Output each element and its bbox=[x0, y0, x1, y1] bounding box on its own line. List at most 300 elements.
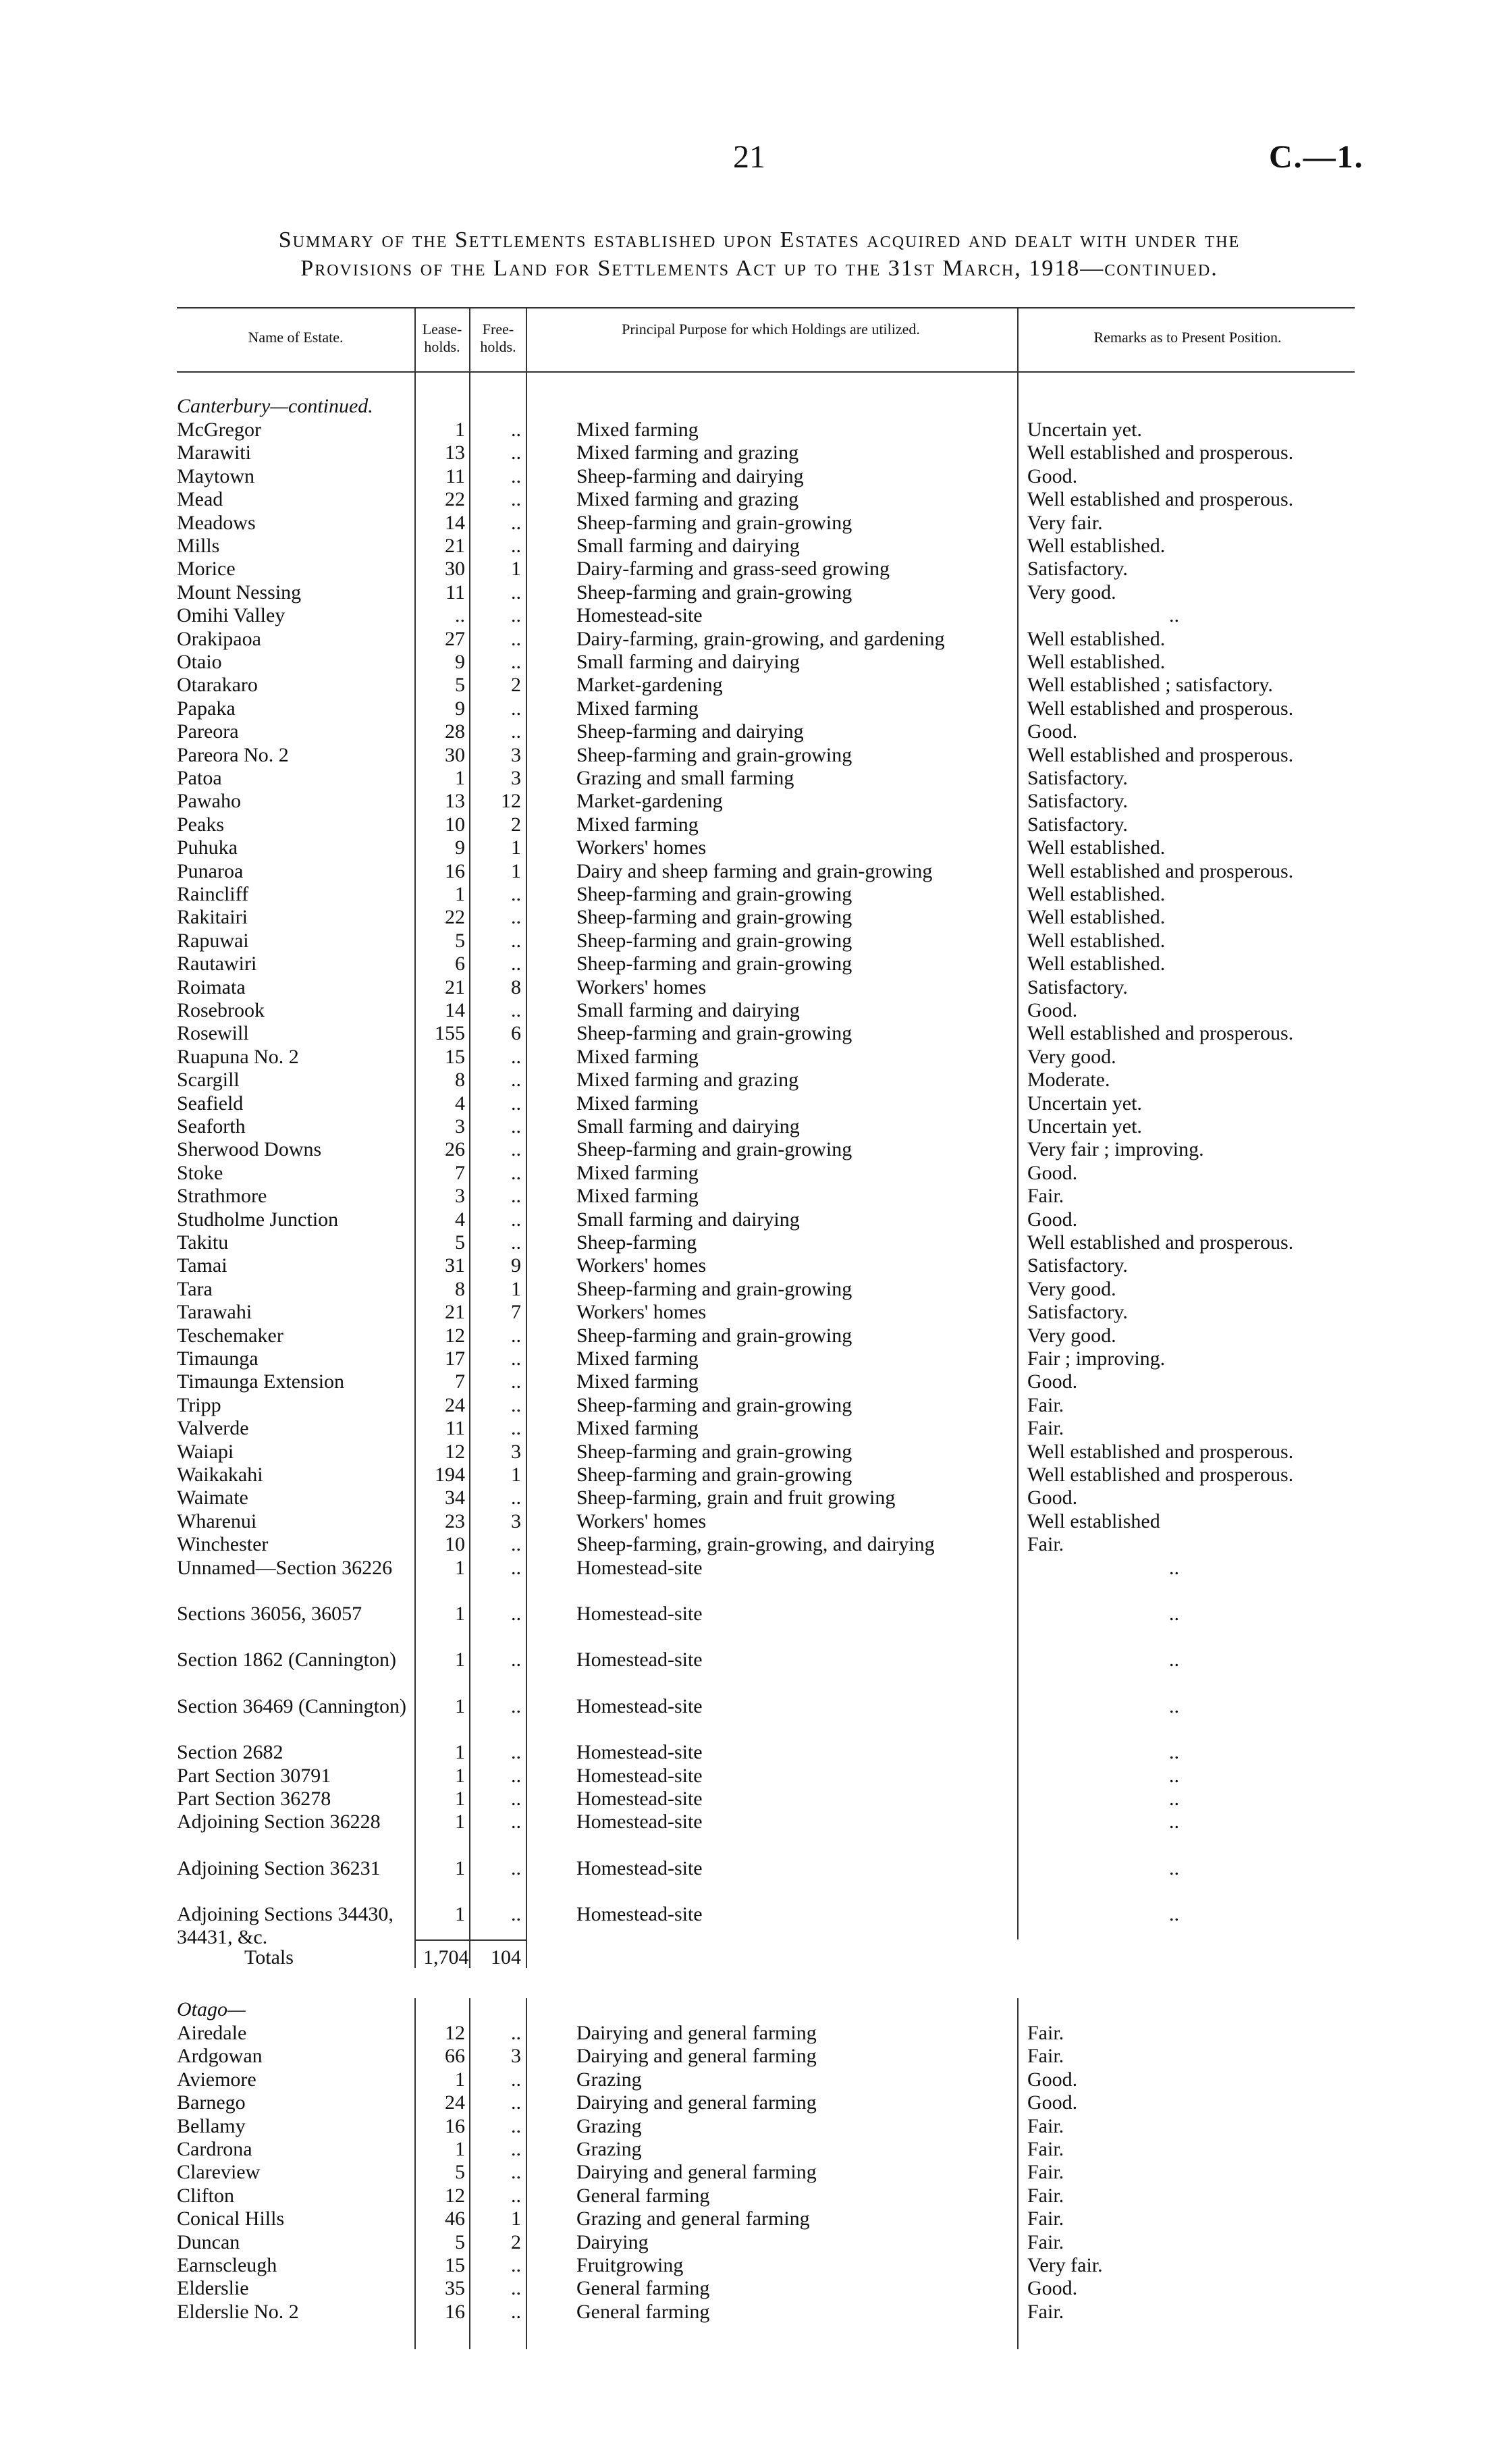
remarks-cell bbox=[1027, 1208, 1351, 1231]
col-header-purpose: Principal Purpose for which Holdings are utilized. bbox=[622, 321, 920, 338]
estate-cell bbox=[177, 558, 410, 581]
estate-cell bbox=[177, 651, 410, 674]
freeholds-cell-text: 6 bbox=[511, 1022, 521, 1045]
remarks-cell-text: Very fair. bbox=[1027, 511, 1103, 534]
estate-cell-text: Mead bbox=[177, 488, 223, 511]
remarks-cell-text: .. bbox=[1169, 1741, 1179, 1764]
remarks-cell bbox=[1027, 1510, 1351, 1533]
freeholds-cell-text: 3 bbox=[511, 2045, 521, 2068]
leaseholds-cell-text: 1 bbox=[455, 1556, 465, 1579]
freeholds-cell-text: .. bbox=[511, 1370, 521, 1393]
purpose-cell-text: Mixed farming bbox=[576, 1185, 699, 1208]
leaseholds-cell-text: 1 bbox=[455, 1788, 465, 1810]
remarks-cell-text: Satisfactory. bbox=[1027, 1254, 1128, 1277]
estate-cell bbox=[177, 535, 410, 558]
estate-cell bbox=[177, 999, 410, 1022]
purpose-cell bbox=[576, 1903, 1177, 1926]
purpose-cell-text: Homestead-site bbox=[576, 1649, 703, 1671]
estate-cell bbox=[177, 1069, 410, 1092]
freeholds-cell bbox=[474, 1649, 521, 1671]
purpose-cell-text: General farming bbox=[576, 2277, 710, 2300]
col-rule-2-otago bbox=[469, 1998, 470, 2349]
title-line-1: Summary of the Settlements established upon Estates acquired and dealt with under the bbox=[278, 227, 1241, 252]
freeholds-cell bbox=[474, 1301, 521, 1324]
estate-cell-text: Marawiti bbox=[177, 441, 251, 464]
remarks-cell-text: Uncertain yet. bbox=[1027, 1115, 1142, 1137]
freeholds-cell-text: .. bbox=[511, 2300, 521, 2323]
estate-cell bbox=[177, 1324, 410, 1347]
leaseholds-cell bbox=[423, 628, 465, 651]
estate-cell bbox=[177, 2138, 410, 2161]
remarks-cell bbox=[1027, 744, 1351, 767]
freeholds-cell-text: .. bbox=[511, 1556, 521, 1579]
estate-cell bbox=[177, 1278, 410, 1301]
leaseholds-cell bbox=[423, 1857, 465, 1880]
freeholds-cell bbox=[474, 2091, 521, 2114]
remarks-cell bbox=[1027, 1278, 1351, 1301]
leaseholds-cell-text: 28 bbox=[445, 720, 465, 743]
remarks-cell bbox=[1027, 2138, 1351, 2161]
purpose-cell-text: Fruitgrowing bbox=[576, 2254, 684, 2276]
freeholds-cell-text: .. bbox=[511, 419, 521, 441]
freeholds-cell-text: .. bbox=[511, 2068, 521, 2091]
purpose-cell-text: Mixed farming bbox=[576, 1092, 699, 1115]
freeholds-cell bbox=[474, 1903, 521, 1926]
estate-cell bbox=[177, 1788, 410, 1811]
estate-cell-text: Valverde bbox=[177, 1417, 249, 1440]
remarks-cell-text: Very good. bbox=[1027, 1045, 1116, 1068]
freeholds-cell-text: .. bbox=[511, 1069, 521, 1092]
estate-cell-text: Part Section 36278 bbox=[177, 1788, 331, 1810]
purpose-cell-text: Sheep-farming and grain-growing bbox=[576, 743, 852, 766]
remarks-cell-text: Well established. bbox=[1027, 883, 1166, 905]
estate-cell bbox=[177, 1741, 410, 1764]
leaseholds-cell bbox=[423, 2115, 465, 2138]
estate-cell bbox=[177, 1765, 410, 1788]
remarks-cell-text: Fair. bbox=[1027, 2138, 1064, 2160]
freeholds-cell bbox=[474, 2138, 521, 2161]
freeholds-cell bbox=[474, 2231, 521, 2254]
remarks-cell bbox=[1027, 535, 1351, 558]
leaseholds-cell bbox=[423, 1324, 465, 1347]
freeholds-cell-text: 2 bbox=[511, 2230, 521, 2253]
freeholds-cell-text: 7 bbox=[511, 1301, 521, 1324]
purpose-cell-text: Small farming and dairying bbox=[576, 1208, 800, 1231]
estate-cell-text: Rapuwai bbox=[177, 929, 249, 952]
freeholds-cell bbox=[474, 419, 521, 441]
freeholds-cell bbox=[474, 813, 521, 836]
freeholds-cell bbox=[474, 2161, 521, 2184]
leaseholds-cell bbox=[423, 1441, 465, 1464]
purpose-cell-text: Mixed farming and grazing bbox=[576, 1069, 799, 1092]
estate-cell bbox=[177, 930, 410, 953]
leaseholds-cell bbox=[423, 1069, 465, 1092]
leaseholds-cell bbox=[423, 2022, 465, 2045]
leaseholds-cell-text: 21 bbox=[445, 535, 465, 557]
freeholds-cell-text: 1 bbox=[511, 1464, 521, 1486]
leaseholds-cell-text: 5 bbox=[455, 2230, 465, 2253]
freeholds-cell bbox=[474, 1741, 521, 1764]
remarks-cell bbox=[1027, 488, 1351, 511]
estate-cell-text: Papaka bbox=[177, 697, 236, 720]
freeholds-cell-text: .. bbox=[511, 1603, 521, 1625]
remarks-cell bbox=[1027, 1069, 1351, 1092]
freeholds-cell bbox=[474, 2115, 521, 2138]
remarks-cell bbox=[1027, 767, 1351, 790]
estate-cell-text: Seafield bbox=[177, 1092, 244, 1115]
estate-cell bbox=[177, 744, 410, 767]
purpose-cell-text: Sheep-farming and grain-growing bbox=[576, 953, 852, 975]
purpose-cell-text: Grazing and general farming bbox=[576, 2207, 810, 2230]
estate-cell-text: Adjoining Sections 34430, 34431, &c. bbox=[177, 1903, 394, 1949]
leaseholds-cell bbox=[423, 1510, 465, 1533]
purpose-cell-text: Small farming and dairying bbox=[576, 999, 800, 1021]
purpose-cell-text: Homestead-site bbox=[576, 1856, 703, 1879]
leaseholds-cell bbox=[423, 2068, 465, 2091]
freeholds-cell bbox=[474, 1162, 521, 1185]
estate-cell bbox=[177, 2161, 410, 2184]
leaseholds-cell-text: 3 bbox=[455, 1115, 465, 1137]
leaseholds-cell-text: 8 bbox=[455, 1069, 465, 1092]
freeholds-cell-text: .. bbox=[511, 581, 521, 604]
estate-cell bbox=[177, 836, 410, 859]
purpose-cell-text: Grazing bbox=[576, 2138, 642, 2160]
purpose-cell-text: Homestead-site bbox=[576, 1603, 703, 1625]
leaseholds-cell bbox=[423, 419, 465, 441]
purpose-cell-text: Sheep-farming and grain-growing bbox=[576, 1440, 852, 1463]
estate-cell-text: Timaunga Extension bbox=[177, 1370, 345, 1393]
estate-cell bbox=[177, 2115, 410, 2138]
leaseholds-cell bbox=[423, 2207, 465, 2230]
freeholds-cell bbox=[474, 2301, 521, 2324]
freeholds-cell-text: .. bbox=[511, 1649, 521, 1671]
estate-cell bbox=[177, 2185, 410, 2207]
freeholds-cell-text: .. bbox=[511, 697, 521, 720]
purpose-cell-text: Dairy and sheep farming and grain-growing bbox=[576, 859, 933, 882]
purpose-cell-text: Sheep-farming and grain-growing bbox=[576, 1022, 852, 1045]
freeholds-cell-text: .. bbox=[511, 1487, 521, 1509]
purpose-cell bbox=[576, 1811, 1177, 1833]
freeholds-cell bbox=[474, 465, 521, 488]
freeholds-cell bbox=[474, 1510, 521, 1533]
leaseholds-cell-text: 46 bbox=[445, 2207, 465, 2230]
purpose-cell bbox=[576, 1603, 1177, 1626]
estate-cell bbox=[177, 1301, 410, 1324]
freeholds-cell bbox=[474, 441, 521, 464]
freeholds-cell bbox=[474, 836, 521, 859]
leaseholds-cell-text: 12 bbox=[445, 2022, 465, 2044]
remarks-cell-text: .. bbox=[1169, 1603, 1179, 1625]
leaseholds-cell-text: 194 bbox=[435, 1464, 465, 1486]
purpose-cell-text: Dairying and general farming bbox=[576, 2022, 817, 2044]
estate-cell bbox=[177, 1022, 410, 1045]
purpose-cell-text: Small farming and dairying bbox=[576, 651, 800, 673]
freeholds-cell-text: .. bbox=[511, 1393, 521, 1416]
freeholds-cell-text: .. bbox=[511, 535, 521, 557]
freeholds-cell-text: .. bbox=[511, 1856, 521, 1879]
remarks-cell bbox=[1027, 1487, 1351, 1509]
remarks-cell bbox=[1027, 720, 1351, 743]
freeholds-cell bbox=[474, 1811, 521, 1833]
freeholds-cell bbox=[474, 535, 521, 558]
leaseholds-cell-text: 16 bbox=[445, 2300, 465, 2323]
remarks-cell bbox=[1027, 860, 1351, 883]
estate-cell-text: Otarakaro bbox=[177, 674, 258, 697]
freeholds-cell bbox=[474, 1138, 521, 1161]
leaseholds-cell bbox=[423, 697, 465, 720]
purpose-cell-text: Mixed farming and grazing bbox=[576, 441, 799, 464]
remarks-cell bbox=[1027, 1301, 1351, 1324]
remarks-cell-text: Well established and prosperous. bbox=[1027, 488, 1294, 511]
estate-cell-text: Roimata bbox=[177, 975, 246, 998]
freeholds-cell-text: .. bbox=[511, 511, 521, 534]
purpose-cell-text: Homestead-site bbox=[576, 1811, 703, 1833]
freeholds-cell bbox=[474, 1788, 521, 1811]
freeholds-cell bbox=[474, 2207, 521, 2230]
leaseholds-cell-text: 1 bbox=[455, 1603, 465, 1625]
remarks-cell bbox=[1027, 651, 1351, 674]
estate-cell-text: Sections 36056, 36057 bbox=[177, 1603, 362, 1625]
freeholds-cell bbox=[474, 1557, 521, 1580]
remarks-cell-text: Good. bbox=[1027, 464, 1078, 487]
remarks-cell-text: Well established. bbox=[1027, 651, 1166, 673]
leaseholds-cell-text: 24 bbox=[445, 1393, 465, 1416]
freeholds-cell-text: 1 bbox=[511, 558, 521, 581]
leaseholds-cell bbox=[423, 767, 465, 790]
estate-cell bbox=[177, 1162, 410, 1185]
freeholds-cell bbox=[474, 1185, 521, 1208]
purpose-cell-text: Mixed farming bbox=[576, 1045, 699, 1068]
purpose-cell-text: Grazing bbox=[576, 2114, 642, 2137]
leaseholds-cell bbox=[423, 512, 465, 535]
leaseholds-cell-text: 30 bbox=[445, 558, 465, 581]
leaseholds-cell bbox=[423, 1254, 465, 1277]
leaseholds-cell-text: 1 bbox=[455, 2138, 465, 2160]
remarks-cell bbox=[1027, 581, 1351, 604]
leaseholds-cell bbox=[423, 906, 465, 929]
remarks-cell bbox=[1027, 2091, 1351, 2114]
leaseholds-cell bbox=[423, 1162, 465, 1185]
freeholds-cell bbox=[474, 976, 521, 999]
leaseholds-cell-text: 5 bbox=[455, 1231, 465, 1254]
estate-cell-text: Waikakahi bbox=[177, 1464, 263, 1486]
leaseholds-cell bbox=[423, 1278, 465, 1301]
remarks-cell bbox=[1027, 674, 1351, 697]
remarks-cell bbox=[1027, 813, 1351, 836]
purpose-cell-text: Workers' homes bbox=[576, 836, 707, 859]
remarks-cell bbox=[1027, 976, 1351, 999]
leaseholds-cell-text: .. bbox=[455, 604, 465, 627]
remarks-cell bbox=[1027, 1115, 1351, 1138]
leaseholds-cell-text: 66 bbox=[445, 2045, 465, 2068]
freeholds-cell bbox=[474, 1370, 521, 1393]
leaseholds-cell-text: 10 bbox=[445, 813, 465, 836]
leaseholds-cell-text: 4 bbox=[455, 1092, 465, 1115]
estate-cell bbox=[177, 488, 410, 511]
remarks-cell-text: .. bbox=[1169, 1556, 1179, 1579]
remarks-cell bbox=[1027, 999, 1351, 1022]
estate-cell-text: Omihi Valley bbox=[177, 604, 286, 627]
remarks-cell-text: Well established. bbox=[1027, 953, 1166, 975]
freeholds-cell bbox=[474, 488, 521, 511]
remarks-cell-text: Very good. bbox=[1027, 1277, 1116, 1300]
remarks-cell-text: Fair. bbox=[1027, 2045, 1064, 2068]
estate-cell bbox=[177, 512, 410, 535]
estate-cell-text: Section 2682 bbox=[177, 1741, 283, 1764]
estate-cell-text: Stoke bbox=[177, 1161, 223, 1184]
purpose-cell-text: Mixed farming bbox=[576, 813, 699, 836]
header-top-rule bbox=[177, 307, 1355, 309]
remarks-cell bbox=[1027, 419, 1351, 441]
remarks-cell bbox=[1027, 2254, 1351, 2277]
estate-cell-text: Rosebrook bbox=[177, 999, 265, 1021]
freeholds-cell bbox=[474, 999, 521, 1022]
purpose-cell-text: Sheep-farming and dairying bbox=[576, 720, 804, 743]
remarks-cell bbox=[1027, 1022, 1351, 1045]
estate-cell bbox=[177, 976, 410, 999]
estate-cell-text: Clareview bbox=[177, 2161, 261, 2184]
estate-cell-text: Takitu bbox=[177, 1231, 229, 1254]
leaseholds-cell bbox=[423, 1741, 465, 1764]
remarks-cell-text: Well established ; satisfactory. bbox=[1027, 674, 1273, 697]
estate-cell bbox=[177, 1394, 410, 1417]
col-rule-3 bbox=[526, 307, 527, 1968]
remarks-cell-text: Fair. bbox=[1027, 1185, 1064, 1208]
leaseholds-cell bbox=[423, 651, 465, 674]
purpose-cell-text: Sheep-farming bbox=[576, 1231, 697, 1254]
estate-cell-text: Earnscleugh bbox=[177, 2254, 277, 2276]
remarks-cell bbox=[1027, 2022, 1351, 2045]
estate-cell-text: Tripp bbox=[177, 1393, 221, 1416]
leaseholds-cell bbox=[423, 558, 465, 581]
remarks-cell-text: Very good. bbox=[1027, 1324, 1116, 1347]
freeholds-cell bbox=[474, 1046, 521, 1069]
totals-freeholds: 104 bbox=[491, 1946, 521, 1968]
estate-cell-text: Elderslie No. 2 bbox=[177, 2300, 299, 2323]
remarks-cell-text: Moderate. bbox=[1027, 1069, 1110, 1092]
purpose-cell-text: Mixed farming bbox=[576, 1161, 699, 1184]
freeholds-cell-text: .. bbox=[511, 1092, 521, 1115]
settlements-table bbox=[177, 307, 1355, 2339]
section-heading-canterbury: Canterbury—continued. bbox=[177, 395, 373, 417]
purpose-cell bbox=[576, 1741, 1177, 1764]
leaseholds-cell-text: 9 bbox=[455, 651, 465, 673]
purpose-cell-text: Homestead-site bbox=[576, 1788, 703, 1810]
remarks-cell bbox=[1027, 1394, 1351, 1417]
leaseholds-cell-text: 155 bbox=[435, 1022, 465, 1045]
freeholds-cell bbox=[474, 1417, 521, 1440]
remarks-cell-text: Very fair ; improving. bbox=[1027, 1138, 1204, 1161]
estate-cell-text: McGregor bbox=[177, 419, 261, 441]
estate-cell-text: Tarawahi bbox=[177, 1301, 252, 1324]
leaseholds-cell-text: 9 bbox=[455, 836, 465, 859]
purpose-cell bbox=[576, 1765, 1177, 1788]
freeholds-cell bbox=[474, 1092, 521, 1115]
col-rule-2 bbox=[469, 307, 470, 1968]
freeholds-cell bbox=[474, 697, 521, 720]
leaseholds-cell-text: 16 bbox=[445, 2114, 465, 2137]
remarks-cell-text: Well established and prosperous. bbox=[1027, 1440, 1294, 1463]
remarks-cell bbox=[1027, 2045, 1351, 2068]
freeholds-cell-text: .. bbox=[511, 1741, 521, 1764]
estate-cell bbox=[177, 1347, 410, 1370]
freeholds-cell bbox=[474, 1487, 521, 1509]
freeholds-cell bbox=[474, 581, 521, 604]
remarks-cell-text: Good. bbox=[1027, 2068, 1078, 2091]
purpose-cell-text: Sheep-farming and grain-growing bbox=[576, 1277, 852, 1300]
estate-cell bbox=[177, 697, 410, 720]
purpose-cell bbox=[576, 1788, 1177, 1811]
estate-cell-text: Studholme Junction bbox=[177, 1208, 339, 1231]
freeholds-cell-text: .. bbox=[511, 1231, 521, 1254]
freeholds-cell-text: .. bbox=[511, 720, 521, 743]
leaseholds-cell bbox=[423, 744, 465, 767]
leaseholds-cell-text: 23 bbox=[445, 1509, 465, 1532]
remarks-cell-text: Satisfactory. bbox=[1027, 790, 1128, 813]
leaseholds-cell-text: 12 bbox=[445, 2184, 465, 2207]
purpose-cell-text: Homestead-site bbox=[576, 1903, 703, 1926]
freeholds-cell-text: .. bbox=[511, 1347, 521, 1370]
remarks-cell-text: Satisfactory. bbox=[1027, 1301, 1128, 1324]
remarks-cell bbox=[1027, 512, 1351, 535]
freeholds-cell bbox=[474, 651, 521, 674]
estate-cell-text: Waimate bbox=[177, 1487, 248, 1509]
remarks-cell-text: Fair ; improving. bbox=[1027, 1347, 1166, 1370]
freeholds-cell bbox=[474, 512, 521, 535]
purpose-cell-text: Dairy-farming, grain-growing, and gardening bbox=[576, 627, 945, 650]
estate-cell-text: Cardrona bbox=[177, 2138, 252, 2160]
remarks-cell-text: Good. bbox=[1027, 1487, 1078, 1509]
leaseholds-cell-text: 1 bbox=[455, 1741, 465, 1764]
freeholds-cell-text: .. bbox=[511, 2161, 521, 2184]
purpose-cell-text: Dairying and general farming bbox=[576, 2091, 817, 2114]
leaseholds-cell-text: 1 bbox=[455, 1649, 465, 1671]
remarks-cell-text: Good. bbox=[1027, 1370, 1078, 1393]
leaseholds-cell-text: 15 bbox=[445, 2254, 465, 2276]
purpose-cell bbox=[576, 1695, 1177, 1718]
estate-cell bbox=[177, 1092, 410, 1115]
leaseholds-cell-text: 1 bbox=[455, 1856, 465, 1879]
estate-cell bbox=[177, 441, 410, 464]
remarks-cell-text: .. bbox=[1169, 1764, 1179, 1787]
estate-cell bbox=[177, 1603, 410, 1626]
leaseholds-cell bbox=[423, 1417, 465, 1440]
freeholds-cell-text: .. bbox=[511, 953, 521, 975]
leaseholds-cell-text: 34 bbox=[445, 1487, 465, 1509]
leaseholds-cell bbox=[423, 1115, 465, 1138]
freeholds-cell-text: 1 bbox=[511, 859, 521, 882]
remarks-cell bbox=[1027, 1347, 1351, 1370]
table-title bbox=[155, 226, 1363, 283]
purpose-cell-text: Workers' homes bbox=[576, 1254, 707, 1277]
estate-cell-text: Barnego bbox=[177, 2091, 246, 2114]
freeholds-cell bbox=[474, 1069, 521, 1092]
remarks-cell-text: Uncertain yet. bbox=[1027, 1092, 1142, 1115]
freeholds-cell-text: .. bbox=[511, 883, 521, 905]
freeholds-cell-text: 1 bbox=[511, 836, 521, 859]
freeholds-cell-text: .. bbox=[511, 1045, 521, 1068]
leaseholds-cell-text: 12 bbox=[445, 1440, 465, 1463]
col-header-remarks: Remarks as to Present Position. bbox=[1093, 329, 1282, 346]
estate-cell bbox=[177, 1208, 410, 1231]
freeholds-cell bbox=[474, 1022, 521, 1045]
remarks-cell-text: .. bbox=[1169, 1694, 1179, 1717]
leaseholds-cell-text: 1 bbox=[455, 1811, 465, 1833]
leaseholds-cell-text: 5 bbox=[455, 2161, 465, 2184]
remarks-cell-text: Well established bbox=[1027, 1509, 1160, 1532]
purpose-cell-text: Mixed farming bbox=[576, 419, 699, 441]
estate-cell-text: Winchester bbox=[177, 1533, 269, 1556]
